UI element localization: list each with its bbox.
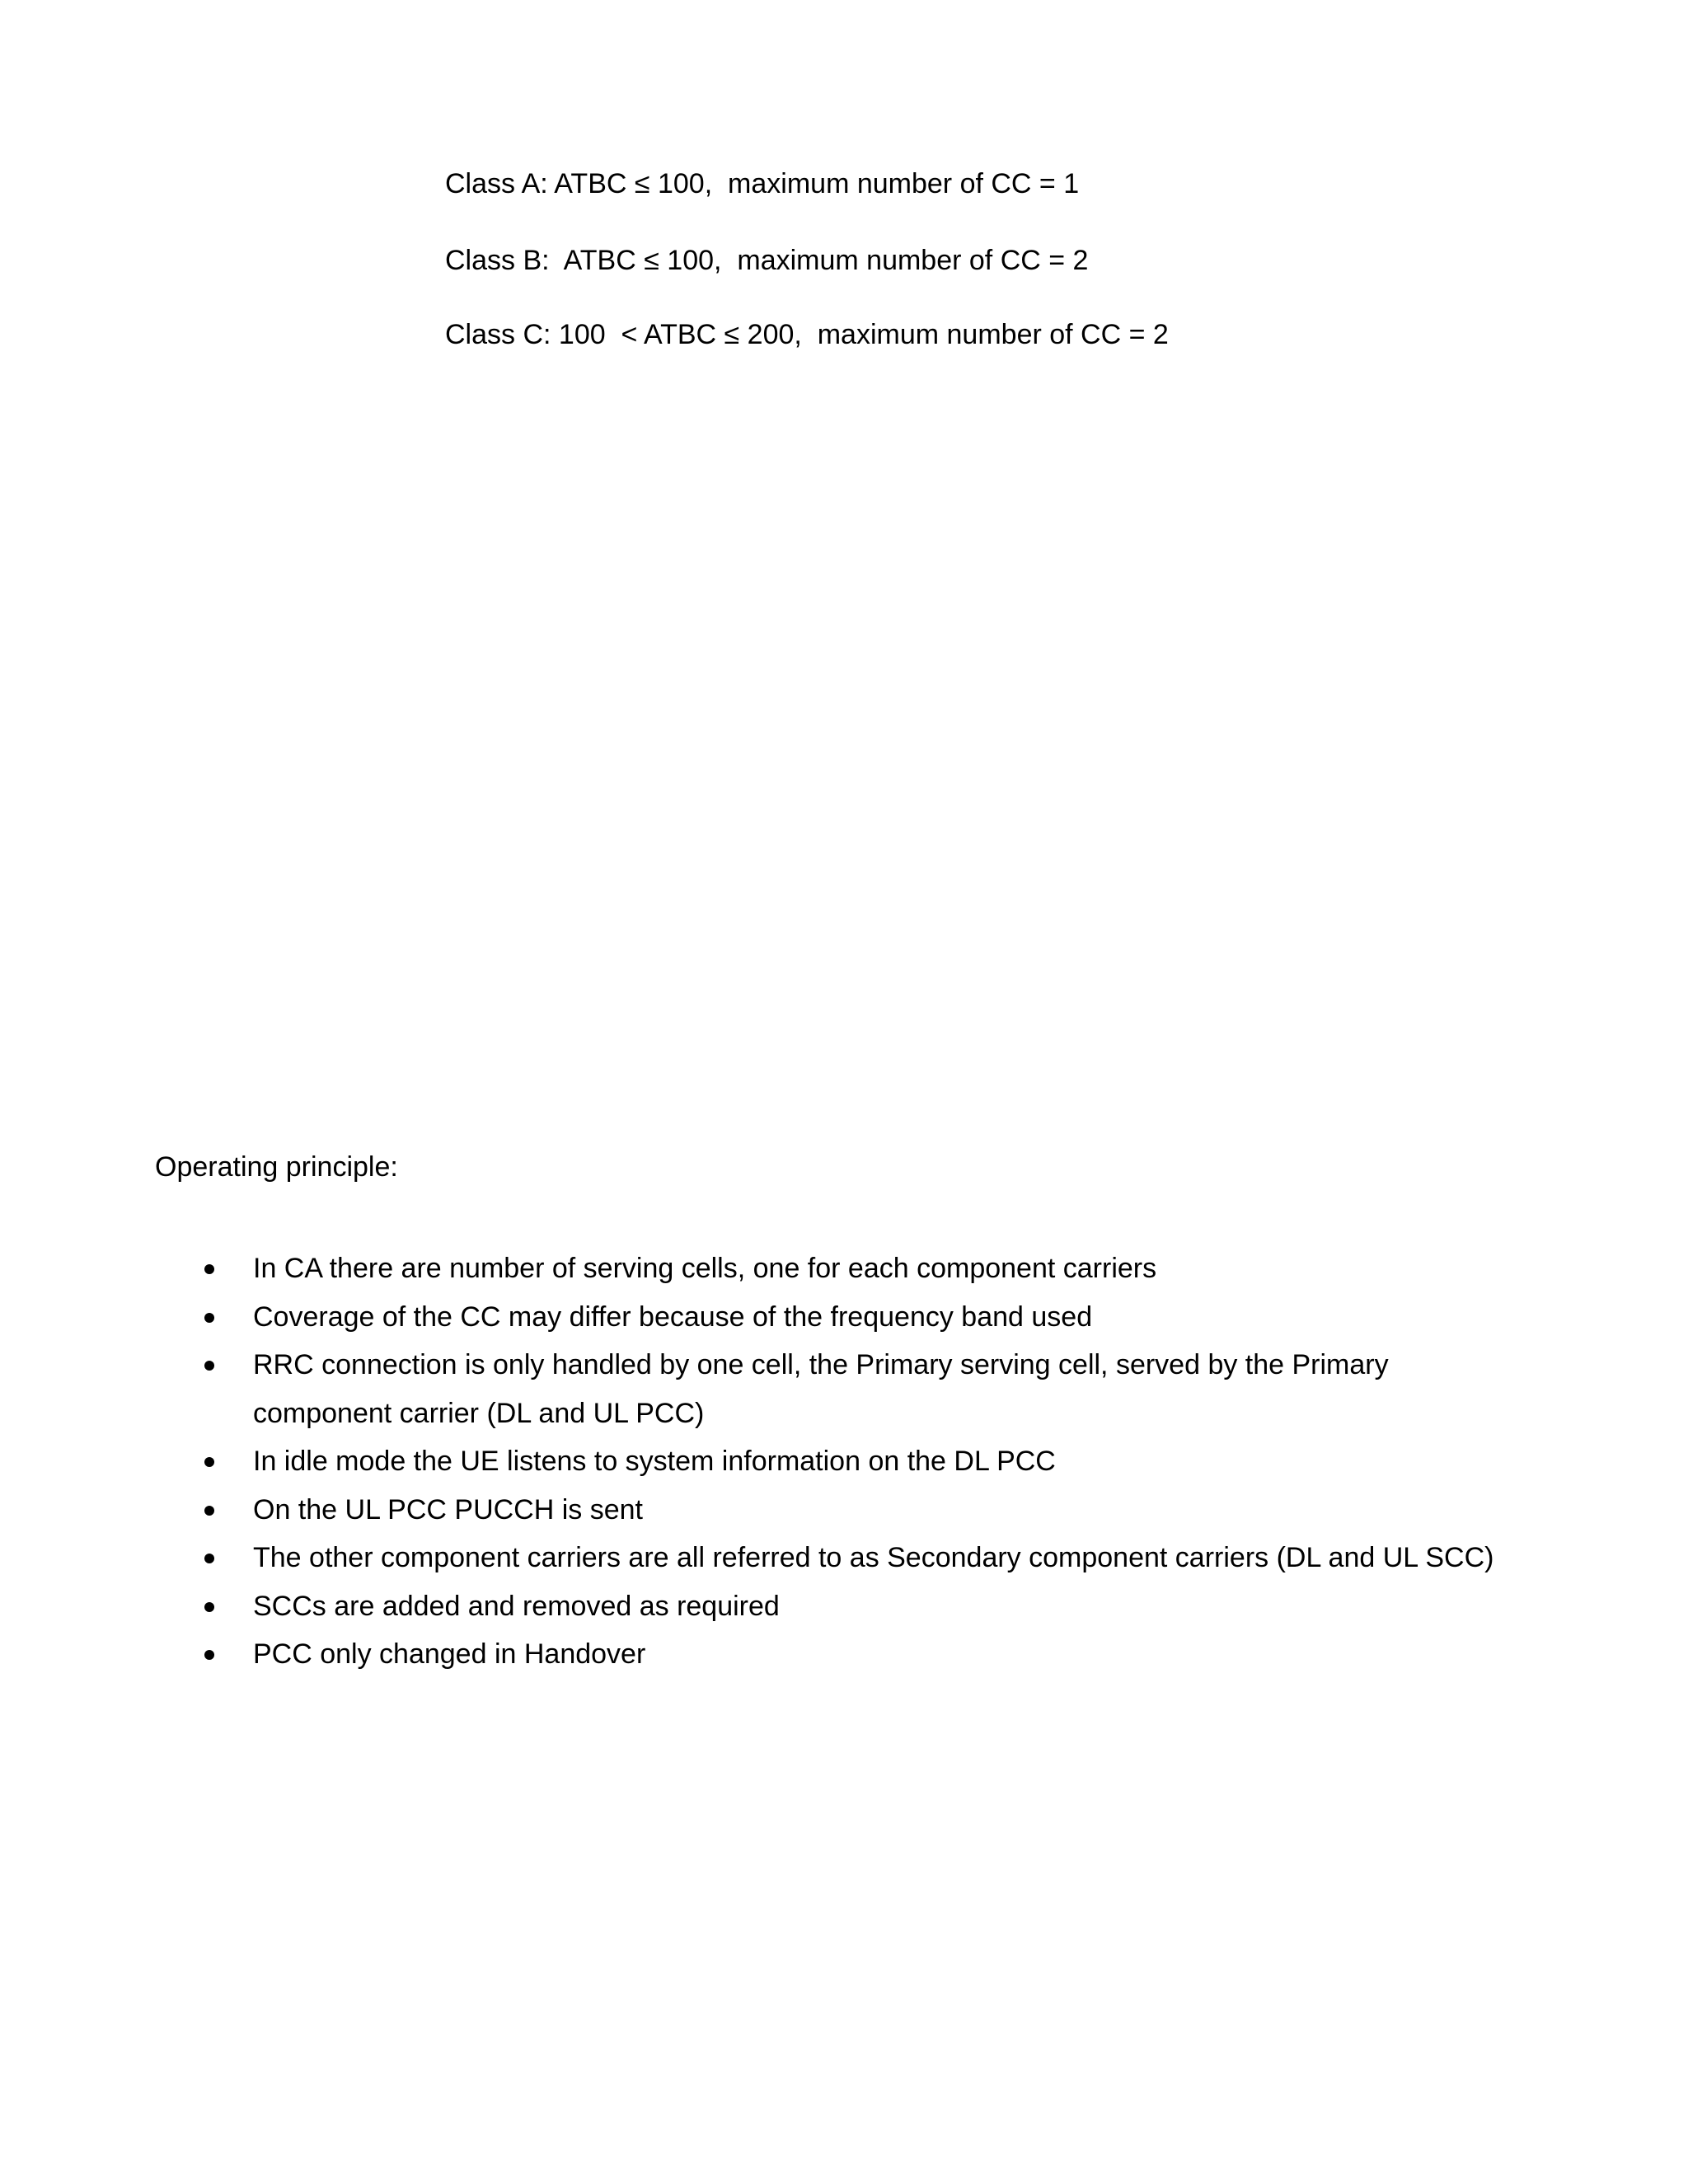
class-a-line: Class A: ATBC ≤ 100, maximum number of CC = 1	[445, 168, 1080, 199]
list-item	[0, 1582, 1688, 1631]
list-item-text: Coverage of the CC may differ because of the frequency band used	[253, 1301, 1093, 1333]
list-item	[0, 1293, 1688, 1342]
list-item-text: PCC only changed in Handover	[253, 1638, 646, 1670]
list-item-text: SCCs are added and removed as required	[253, 1590, 780, 1622]
operating-principle-heading: Operating principle:	[155, 1151, 398, 1183]
bullet-icon	[204, 1264, 214, 1274]
bullet-icon	[204, 1361, 214, 1371]
bullet-icon	[204, 1602, 214, 1612]
bullet-icon	[204, 1650, 214, 1660]
list-item	[0, 1437, 1688, 1486]
bullet-icon	[204, 1457, 214, 1467]
list-item-text: In CA there are number of serving cells, one for each component carriers	[253, 1253, 1157, 1284]
list-item	[0, 1534, 1688, 1582]
list-item	[0, 1341, 1688, 1437]
list-item	[0, 1244, 1688, 1293]
operating-principle-list	[0, 1244, 1688, 1679]
bullet-icon	[204, 1554, 214, 1563]
list-item	[0, 1486, 1688, 1535]
bullet-icon	[204, 1506, 214, 1516]
list-item-text: In idle mode the UE listens to system information on the DL PCC	[253, 1446, 1056, 1477]
class-c-line: Class C: 100 < ATBC ≤ 200, maximum number of CC = 2	[445, 319, 1169, 350]
list-item-text: The other component carriers are all referred to as Secondary component carriers (DL and UL SCC)	[253, 1542, 1494, 1573]
list-item-text: RRC connection is only handled by one cell, the Primary serving cell, served by the Primary component carrier (DL and UL PCC)	[253, 1349, 1389, 1429]
bullet-icon	[204, 1313, 214, 1323]
list-item	[0, 1630, 1688, 1679]
class-b-line: Class B: ATBC ≤ 100, maximum number of CC = 2	[445, 245, 1089, 276]
list-item-text: On the UL PCC PUCCH is sent	[253, 1493, 643, 1526]
